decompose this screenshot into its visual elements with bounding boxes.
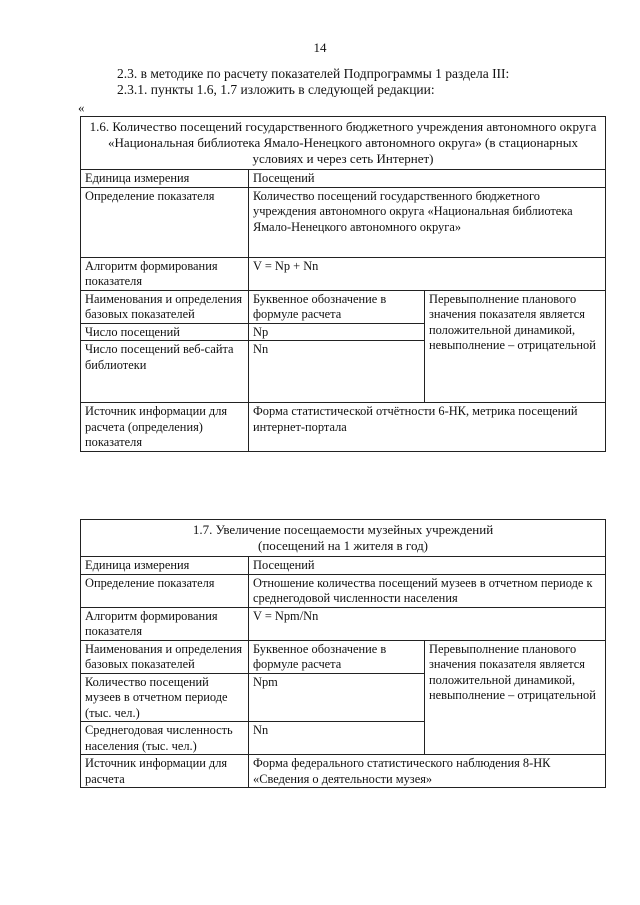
source-label: Источник информации для расчета (определения) показателя [81, 403, 249, 452]
table-title-line-2: (посещений на 1 жителя в год) [258, 538, 429, 553]
algorithm-label: Алгоритм формирования показателя [81, 257, 249, 290]
base-indicator-name: Количество посещений музеев в отчетном периоде (тыс. чел.) [81, 673, 249, 722]
indicator-table-1-7 [80, 519, 606, 788]
table-row [81, 117, 606, 170]
algorithm-value: V = Npm/Nn [249, 607, 606, 640]
base-indicators-label: Наименования и определения базовых показателей [81, 640, 249, 673]
table-row [81, 640, 606, 673]
symbol-header: Буквенное обозначение в формуле расчета [249, 640, 425, 673]
dynamics-note: Перевыполнение планового значения показателя является положительной динамикой, невыполнение – отрицательной [425, 290, 606, 403]
table-title: 1.6. Количество посещений государственного бюджетного учреждения автономного округа «Национальная библиотека Ямало-Ненецкого автономного округа» (в стационарных условиях и через сеть Интернет) [81, 117, 606, 170]
base-indicator-symbol: Nn [249, 722, 425, 755]
unit-label: Единица измерения [81, 170, 249, 188]
base-indicator-name: Среднегодовая численность населения (тыс. чел.) [81, 722, 249, 755]
unit-label: Единица измерения [81, 557, 249, 575]
definition-value: Отношение количества посещений музеев в отчетном периоде к среднегодовой численности населения [249, 574, 606, 607]
table-row [81, 170, 606, 188]
definition-value: Количество посещений государственного бюджетного учреждения автономного округа «Национальная библиотека Ямало-Ненецкого автономного округа» [249, 187, 606, 257]
source-value: Форма федерального статистического наблюдения 8-НК «Сведения о деятельности музея» [249, 755, 606, 788]
algorithm-label: Алгоритм формирования показателя [81, 607, 249, 640]
base-indicator-name: Число посещений [81, 323, 249, 341]
base-indicators-label: Наименования и определения базовых показателей [81, 290, 249, 323]
base-indicator-symbol: Nn [249, 341, 425, 403]
definition-label: Определение показателя [81, 187, 249, 257]
intro-line-2: 2.3.1. пункты 1.6, 1.7 изложить в следующей редакции: [117, 82, 435, 97]
unit-value: Посещений [249, 557, 606, 575]
algorithm-value: V = Np + Nn [249, 257, 606, 290]
table-row [81, 755, 606, 788]
table-title [81, 520, 606, 557]
base-indicator-name: Число посещений веб-сайта библиотеки [81, 341, 249, 403]
table-row [81, 520, 606, 557]
table-row [81, 403, 606, 452]
definition-label: Определение показателя [81, 574, 249, 607]
base-indicator-symbol: Np [249, 323, 425, 341]
table-row [81, 187, 606, 257]
symbol-header: Буквенное обозначение в формуле расчета [249, 290, 425, 323]
intro-line-1: 2.3. в методике по расчету показателей Подпрограммы 1 раздела III: [117, 66, 510, 81]
table-row [81, 607, 606, 640]
page-number: 14 [313, 40, 327, 55]
indicator-table-1-6 [80, 116, 606, 452]
source-value: Форма статистической отчётности 6-НК, метрика посещений интернет-портала [249, 403, 606, 452]
table-row [81, 290, 606, 323]
table-row [81, 574, 606, 607]
dynamics-note: Перевыполнение планового значения показателя является положительной динамикой, невыполнение – отрицательной [425, 640, 606, 755]
table-title-line-1: 1.7. Увеличение посещаемости музейных учреждений [192, 522, 494, 537]
table-row [81, 257, 606, 290]
unit-value: Посещений [249, 170, 606, 188]
table-row [81, 557, 606, 575]
source-label: Источник информации для расчета [81, 755, 249, 788]
base-indicator-symbol: Npm [249, 673, 425, 722]
opening-quote-mark: « [78, 100, 85, 115]
